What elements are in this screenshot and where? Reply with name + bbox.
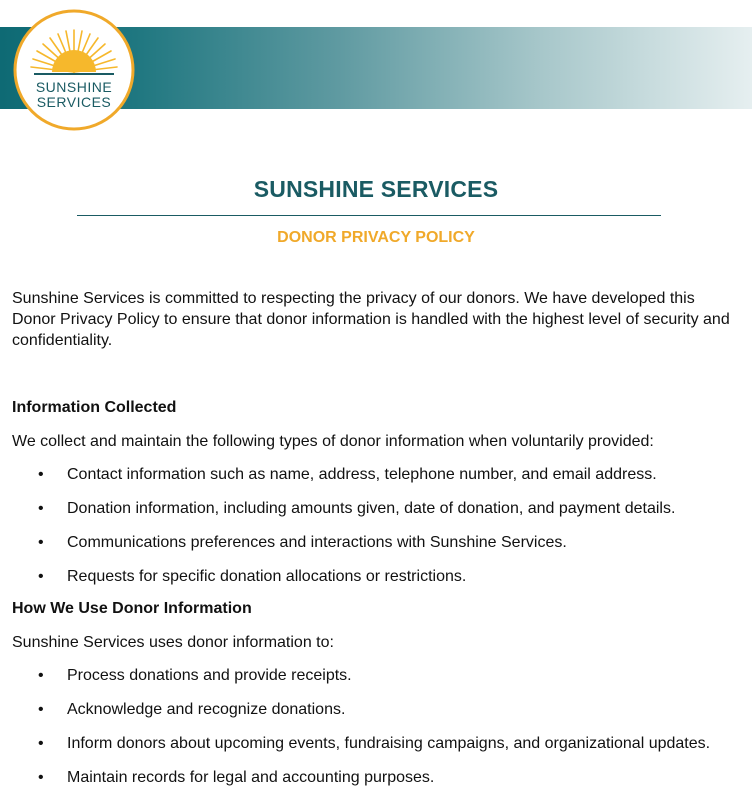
bullet-icon: • (38, 466, 44, 483)
list-item (0, 767, 727, 788)
section-lead: We collect and maintain the following types of donor information when voluntarily provided: (12, 433, 654, 450)
bullet-icon: • (38, 667, 44, 684)
section-lead: Sunshine Services uses donor information to: (12, 634, 334, 651)
bullet-icon: • (38, 568, 44, 585)
list-item (0, 733, 727, 754)
list-item-text: Maintain records for legal and accounting purposes. (67, 769, 435, 786)
section-heading: How We Use Donor Information (12, 600, 252, 617)
title-divider (77, 215, 661, 216)
list-item (0, 665, 727, 686)
bullet-icon: • (38, 701, 44, 718)
list-item (0, 699, 727, 720)
list-item-text: Acknowledge and recognize donations. (67, 701, 346, 718)
bullet-icon: • (38, 534, 44, 551)
list-item-text: Process donations and provide receipts. (67, 667, 352, 684)
list-item-text: Communications preferences and interactions with Sunshine Services. (67, 534, 567, 551)
bullet-icon: • (38, 735, 44, 752)
section-heading: Information Collected (12, 399, 177, 416)
list-item (0, 566, 727, 587)
list-item (0, 532, 727, 553)
bullet-icon: • (38, 769, 44, 786)
list-item-text: Contact information such as name, address, telephone number, and email address. (67, 466, 657, 483)
logo-text-line1: SUNSHINE (35, 79, 113, 95)
page-subtitle: DONOR PRIVACY POLICY (277, 229, 475, 246)
bullet-icon: • (38, 500, 44, 517)
list-item-text: Donation information, including amounts given, date of donation, and payment details. (67, 500, 676, 517)
page-title: SUNSHINE SERVICES (253, 176, 499, 202)
logo-text-line2: SERVICES (36, 94, 112, 110)
list-item (0, 464, 727, 485)
list-item (0, 498, 727, 519)
sunshine-logo (12, 8, 136, 132)
bullet-list (0, 464, 752, 600)
intro-paragraph: Sunshine Services is committed to respecting the privacy of our donors. We have developed this Donor Privacy Policy to ensure that donor information is handled with the highest level of security and confidentiality. (12, 290, 730, 349)
bullet-list (0, 665, 752, 801)
list-item-text: Inform donors about upcoming events, fundraising campaigns, and organizational updates. (67, 735, 711, 752)
list-item-text: Requests for specific donation allocations or restrictions. (67, 568, 467, 585)
